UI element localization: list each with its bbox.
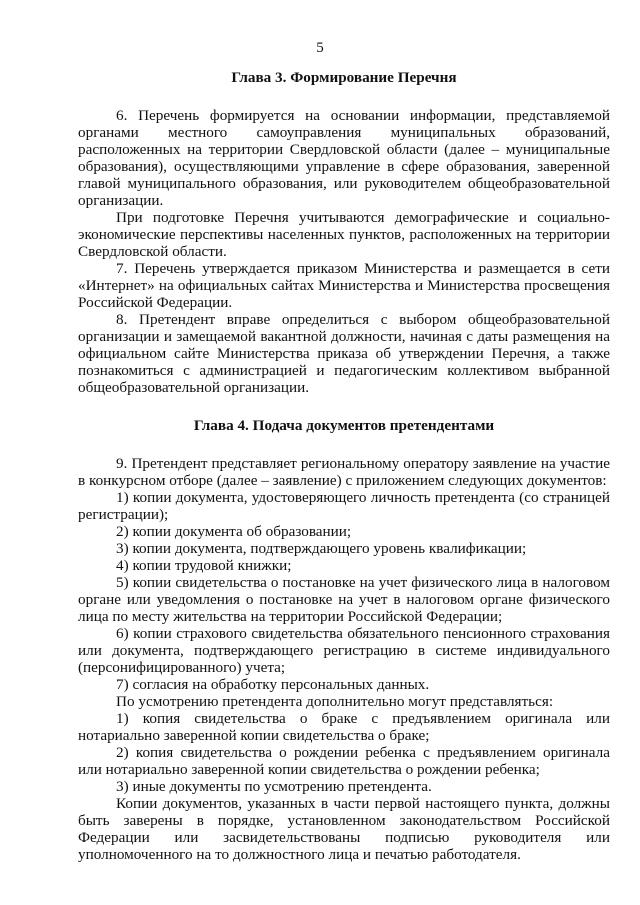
paragraph-8: 8. Претендент вправе определиться с выбором общеобразовательной организации и замещаемой вакантной должности, начиная с даты размещения на официальном сайте Министерства приказа об утверждении Перечня, а также познакомиться с администрацией и педагогическим коллективом выбранной общеобразовательной организации. [78,311,610,396]
paragraph-6: 6. Перечень формируется на основании информации, представляемой органами местного самоуправления муниципальных образований, расположенных на территории Свердловской области (далее – муниципальные образования), осуществляющими управление в сфере образования, заверенной главой муниципального образования, или руководителем общеобразовательной организации. [78,107,610,209]
paragraph-demographics: При подготовке Перечня учитываются демографические и социально-экономические перспективы населенных пунктов, расположенных на территории Свердловской области. [78,209,610,260]
paragraph-7: 7. Перечень утверждается приказом Министерства и размещается в сети «Интернет» на официальных сайтах Министерства и Министерства просвещения Российской Федерации. [78,260,610,311]
list-item-other-documents: 3) иные документы по усмотрению претендента. [116,778,432,795]
list-item-employment-record: 4) копии трудовой книжки; [116,557,292,574]
list-item-tax-registration: 5) копии свидетельства о постановке на учет физического лица в налоговом органе или уведомления о постановке на учет в налоговом органе физического лица по месту жительства на территории Российской Федерации; [78,574,610,625]
paragraph-certification: Копии документов, указанных в части первой настоящего пункта, должны быть заверены в порядке, установленном законодательством Российской Федерации или засвидетельствованы подписью руководителя или уполномоченного на то должностного лица и печатью работодателя. [78,795,610,863]
list-item-qualification-document: 3) копии документа, подтверждающего уровень квалификации; [116,540,527,557]
list-item-education-document: 2) копии документа об образовании; [116,523,352,540]
list-item-identity-document: 1) копии документа, удостоверяющего личность претендента (со страницей регистрации); [78,489,610,523]
list-item-pension-insurance: 6) копии страхового свидетельства обязательного пенсионного страхования или документа, подтверждающего регистрацию в системе индивидуального (персонифицированного) учета; [78,625,610,676]
paragraph-9: 9. Претендент представляет региональному оператору заявление на участие в конкурсном отборе (далее – заявление) с приложением следующих документов: [78,455,610,489]
list-item-personal-data-consent: 7) согласия на обработку персональных данных. [116,676,430,693]
chapter-4-heading: Глава 4. Подача документов претендентами [193,417,495,434]
paragraph-optional-documents: По усмотрению претендента дополнительно могут представляться: [116,693,554,710]
list-item-birth-certificate: 2) копия свидетельства о рождении ребенка с предъявлением оригинала или нотариально заверенной копии свидетельства о рождении ребенка; [78,744,610,778]
list-item-marriage-certificate: 1) копия свидетельства о браке с предъявлением оригинала или нотариально заверенной копии свидетельства о браке; [78,710,610,744]
page-number: 5 [316,40,324,56]
document-body [78,66,610,863]
chapter-3-heading: Глава 3. Формирование Перечня [231,69,457,86]
